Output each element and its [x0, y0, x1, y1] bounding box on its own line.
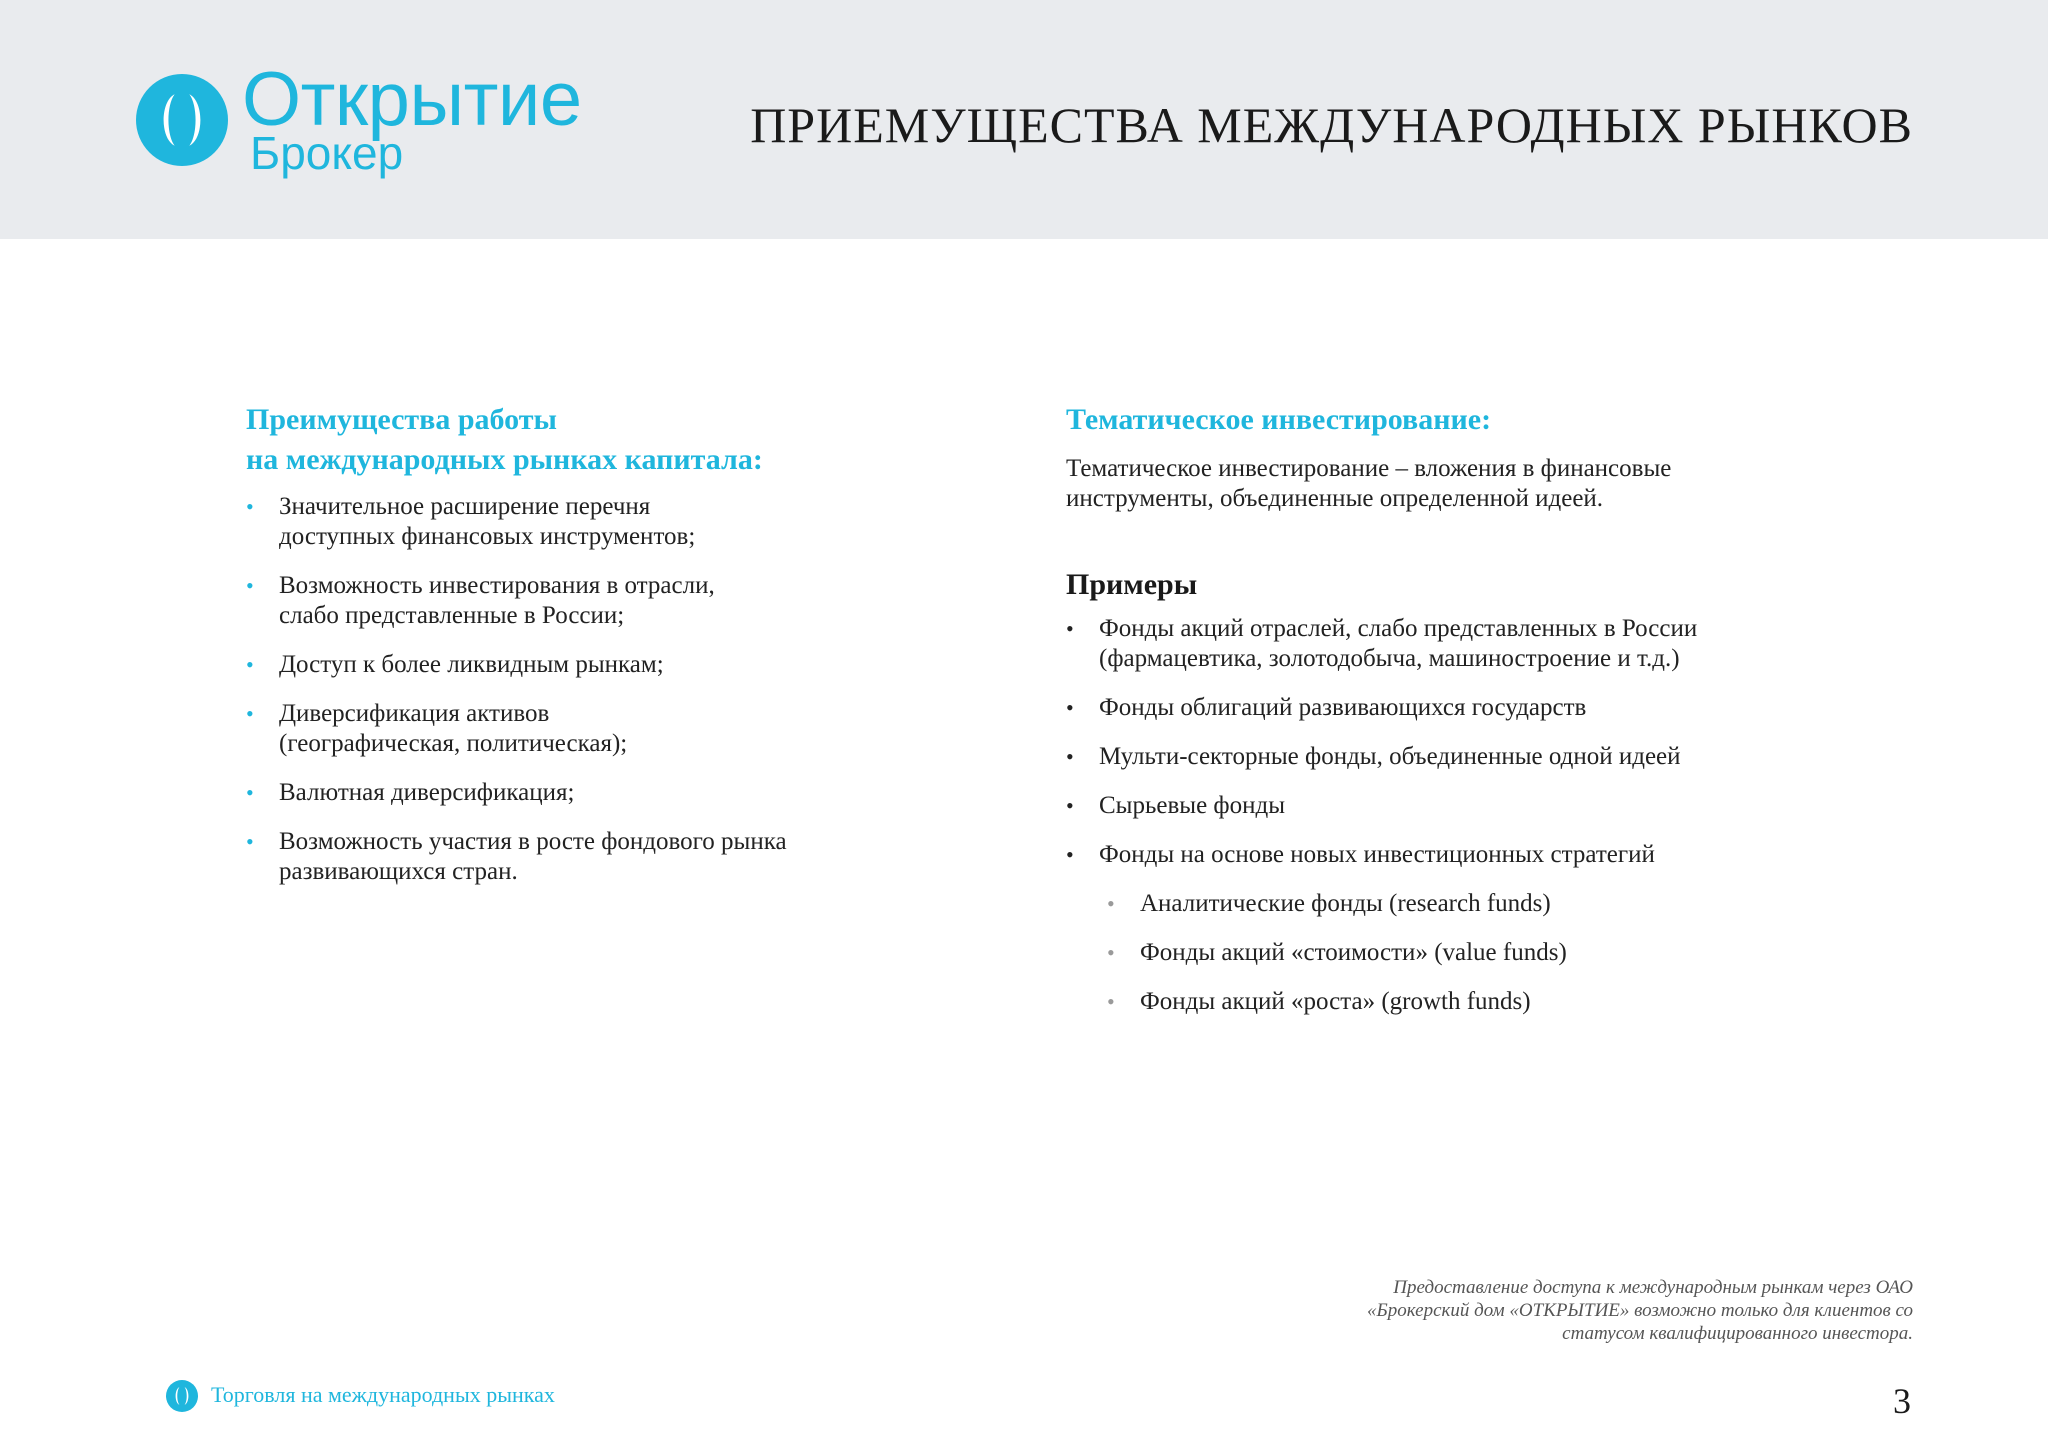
list-item: • Доступ к более ликвидным рынкам; [246, 651, 664, 678]
header-band [0, 0, 2048, 239]
left-heading [246, 400, 906, 480]
disclaimer-note: Предоставление доступа к международным рынкам через ОАО «Брокерский дом «ОТКРЫТИЕ» возможно только для клиентов со статусом квалифицированного инвестора. [1367, 1277, 1913, 1344]
list-item: • Фонды облигаций развивающихся государств [1066, 694, 1587, 721]
left-column [246, 400, 906, 906]
sub-bullet-icon: • [1107, 989, 1115, 1014]
right-heading: Тематическое инвестирование: [1066, 403, 1492, 436]
page-title: ПРИЕМУЩЕСТВА МЕЖДУНАРОДНЫХ РЫНКОВ [750, 97, 1913, 153]
bullet-icon: • [246, 573, 254, 598]
otkritie-footer-logo-icon [166, 1380, 198, 1412]
left-heading-line-2: на международных рынках капитала: [246, 443, 763, 476]
bullet-icon: • [246, 494, 254, 519]
bullet-icon: • [246, 829, 254, 854]
examples-heading: Примеры [1066, 568, 1198, 601]
otkritie-logo-icon [136, 74, 228, 166]
list-item: • Возможность инвестирования в отрасли, слабо представленные в России; [246, 572, 715, 629]
sub-bullet-icon: • [1107, 891, 1115, 916]
sub-bullet-icon: • [1107, 940, 1115, 965]
list-item: • Диверсификация активов (географическая, политическая); [246, 700, 628, 757]
footer-label: Торговля на международных рынках [211, 1382, 555, 1407]
brand-name: Открытие [242, 57, 582, 142]
advantages-list [246, 492, 906, 887]
bullet-icon: • [1066, 616, 1074, 641]
brand-subname: Брокер [250, 127, 404, 179]
brand-logo [136, 57, 606, 184]
sub-list-item: • Аналитические фонды (research funds) [1107, 890, 1551, 917]
list-item: • Фонды на основе новых инвестиционных стратегий [1066, 841, 1655, 868]
page-number: 3 [1893, 1381, 1911, 1421]
left-heading-line-1: Преимущества работы [246, 403, 557, 436]
bullet-icon: • [1066, 695, 1074, 720]
sub-list-item: • Фонды акций «роста» (growth funds) [1107, 988, 1531, 1015]
bullet-icon: • [246, 652, 254, 677]
examples-list [1066, 614, 1856, 1017]
bullet-icon: • [1066, 793, 1074, 818]
bullet-icon: • [246, 701, 254, 726]
bullet-icon: • [1066, 744, 1074, 769]
list-item: • Возможность участия в росте фондового рынка развивающихся стран. [246, 828, 787, 885]
list-item: • Валютная диверсификация; [246, 779, 575, 806]
list-item: • Фонды акций отраслей, слабо представленных в России (фармацевтика, золотодобыча, машиностроение и т.д.) [1066, 615, 1698, 672]
bullet-icon: • [246, 780, 254, 805]
list-item: • Мульти-секторные фонды, объединенные одной идеей [1066, 743, 1681, 770]
list-item: • Значительное расширение перечня доступных финансовых инструментов; [246, 493, 696, 550]
right-column [1066, 400, 1856, 1036]
list-item: • Сырьевые фонды [1066, 792, 1286, 819]
bullet-icon: • [1066, 842, 1074, 867]
intro-text: Тематическое инвестирование – вложения в финансовые инструменты, объединенные определенной идеей. [1066, 455, 1672, 512]
sub-list-item: • Фонды акций «стоимости» (value funds) [1107, 939, 1567, 966]
